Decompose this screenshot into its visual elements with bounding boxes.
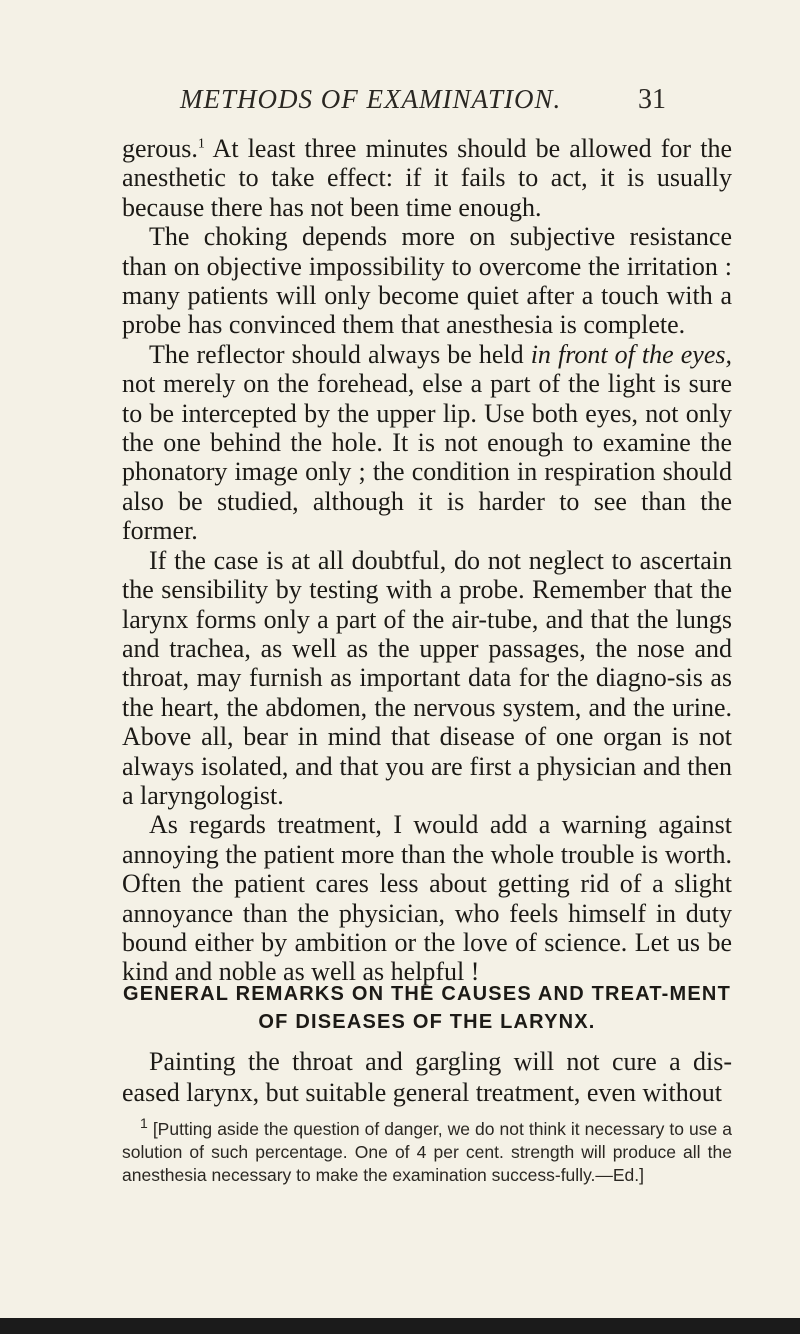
running-head: [0, 84, 800, 124]
footnote-body: [Putting aside the question of danger, we do not think it necessary to use a solution of such percentage. One of 4 per cent. strength will produce all the anesthesia necessary to make the examination success-fully.—Ed.]: [122, 1119, 732, 1185]
footnote-marker: 1: [140, 1115, 148, 1132]
paragraph-3: [122, 340, 732, 546]
section-heading: GENERAL REMARKS ON THE CAUSES AND TREAT-MENT OF DISEASES OF THE LARYNX.: [122, 983, 731, 1033]
scan-edge-bar: [0, 1318, 800, 1334]
paragraph-2: The choking depends more on subjective resistance than on objective impossibility to overcome the irritation : many patients will only become quiet after a touch with a probe has convinced them that anesthesia is complete.: [122, 222, 732, 340]
paragraph-5: As regards treatment, I would add a warning against annoying the patient more than the whole trouble is worth. Often the patient cares less about getting rid of a slight annoyance than the physician, who feels himself in duty bound either by ambition or the love of science. Let us be kind and noble as well as helpful !: [122, 810, 732, 987]
footnote: [122, 1115, 732, 1187]
paragraph-3-start: The reflector should always be held: [149, 339, 531, 369]
paragraph-3-emphasis: in front of the eyes,: [530, 339, 732, 369]
page-number: 31: [638, 84, 666, 115]
body-text: [122, 134, 732, 987]
footnote-text: [122, 1115, 732, 1187]
paragraph-1-start: gerous.: [122, 134, 198, 163]
footnote-reference: 1: [197, 136, 205, 152]
paragraph-1-rest: At least three minutes should be allowed for the anesthetic to take effect: if it fails to act, it is usually because there has not been time enough.: [122, 134, 732, 222]
section-body: [122, 1046, 732, 1108]
paragraph-4: If the case is at all doubtful, do not neglect to ascertain the sensibility by testing with a probe. Remember that the larynx forms only a part of the air-tube, and that the lungs and trachea, as well as the upper passages, the nose and throat, may furnish as important data for the diagno-sis as the heart, the abdomen, the nervous system, and the urine. Above all, bear in mind that disease of one organ is not always isolated, and that you are first a physician and then a laryngologist.: [122, 545, 732, 810]
paragraph-3-rest: not merely on the forehead, else a part of the light is sure to be intercepted by the upper lip. Use both eyes, not only the one behind the hole. It is not enough to examine the phonatory image only ; the condition in respiration should also be studied, although it is harder to see than the former.: [122, 369, 732, 546]
section-paragraph-1: Painting the throat and gargling will not cure a dis-eased larynx, but suitable general treatment, even without: [122, 1047, 732, 1107]
paragraph-1: [122, 134, 732, 222]
running-title: METHODS OF EXAMINATION.: [180, 84, 562, 114]
